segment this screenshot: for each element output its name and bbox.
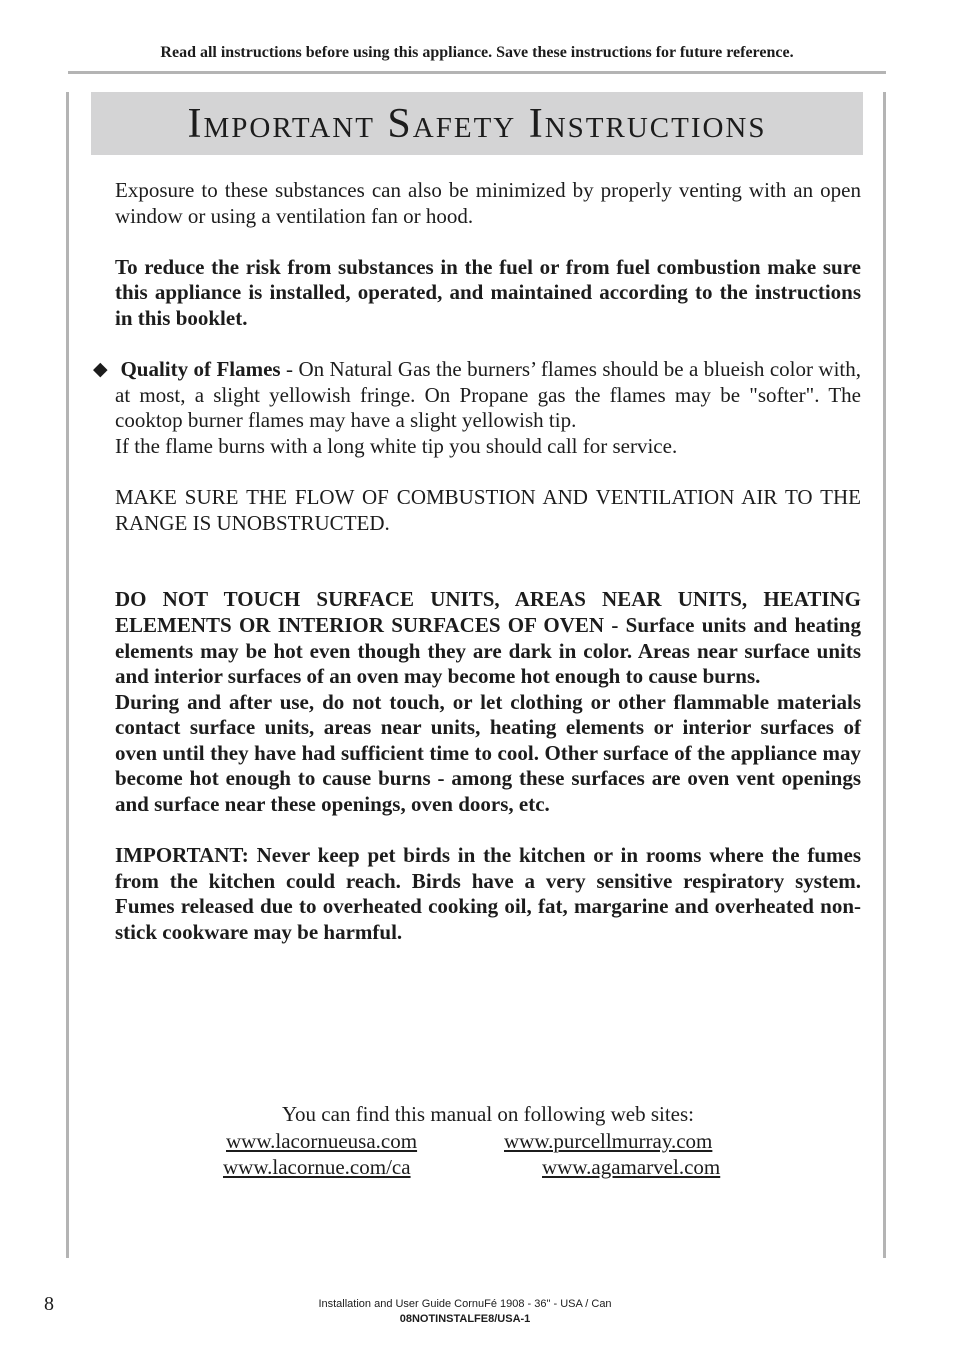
flames-text: - On Natural Gas the burners’ flames should be a blueish color with, at most, a slight yellowish fringe. On Propane gas the flames may be "softer". The cooktop burner flames may have a slight yellowish tip. <box>115 357 861 433</box>
websites-intro: You can find this manual on following web sites: <box>281 1102 694 1126</box>
flames-label: Quality of Flames <box>120 357 281 382</box>
link-lacornue-ca[interactable]: www.lacornue.com/ca <box>223 1155 411 1179</box>
during-use-warning: During and after use, do not touch, or let clothing or other flammable materials contact surface units, areas near units, heating elements or interior surfaces of oven until they have had sufficient time to cool. Other surface of the appliance may become hot enough to cause burns - among these surfaces are oven vent openings and surface near these openings, oven doors, etc. <box>115 689 861 817</box>
pet-birds-warning: IMPORTANT: Never keep pet birds in the kitchen or in rooms where the fumes from the kitchen could reach. Birds have a very sensitive respiratory system. Fumes released due to overheated cooking oil, fat, margarine and overheated non-stick cookware may be harmful. <box>115 843 861 945</box>
page-title: Important Safety Instructions <box>187 100 767 147</box>
page-number: 8 <box>44 1293 54 1315</box>
title-banner <box>91 92 863 155</box>
website-links <box>115 1128 861 1181</box>
footer <box>300 1297 630 1327</box>
websites-section <box>115 1101 861 1181</box>
left-border-rule <box>66 92 69 1258</box>
footer-document-code: 08NOTINSTALFE8/USA-1 <box>399 1313 531 1325</box>
flames-paragraph <box>115 357 861 434</box>
link-purcellmurray[interactable]: www.purcellmurray.com <box>504 1128 713 1153</box>
hot-surfaces-warning: DO NOT TOUCH SURFACE UNITS, AREAS NEAR UNITS, HEATING ELEMENTS OR INTERIOR SURFACES OF OVEN - Surface units and heating elements may be hot even though they are dark in color. Areas near surface units and interior surfaces of an oven may become hot enough to cause burns. <box>115 587 861 689</box>
footer-guide-title: Installation and User Guide CornuFé 1908 - 36" - USA / Can <box>318 1298 612 1310</box>
ventilation-warning: MAKE SURE THE FLOW OF COMBUSTION AND VENTILATION AIR TO THE RANGE IS UNOBSTRUCTED. <box>115 485 861 535</box>
header-rule <box>68 71 886 74</box>
quality-of-flames-item <box>93 357 861 459</box>
fuel-risk-paragraph: To reduce the risk from substances in the fuel or from fuel combustion make sure this appliance is installed, operated, and maintained according to the instructions in this booklet. <box>115 254 861 330</box>
link-agamarvel[interactable]: www.agamarvel.com <box>542 1155 721 1179</box>
header-note: Read all instructions before using this appliance. Save these instructions for future reference. <box>160 44 794 61</box>
flames-service-note: If the flame burns with a long white tip you should call for service. <box>115 433 678 458</box>
diamond-bullet-icon: ◆ <box>93 359 108 381</box>
venting-paragraph: Exposure to these substances can also be minimized by properly venting with an open window or using a ventilation fan or hood. <box>115 178 861 228</box>
right-border-rule <box>883 92 886 1258</box>
link-lacornueusa[interactable]: www.lacornueusa.com <box>226 1128 418 1153</box>
instructions-body <box>93 178 861 946</box>
